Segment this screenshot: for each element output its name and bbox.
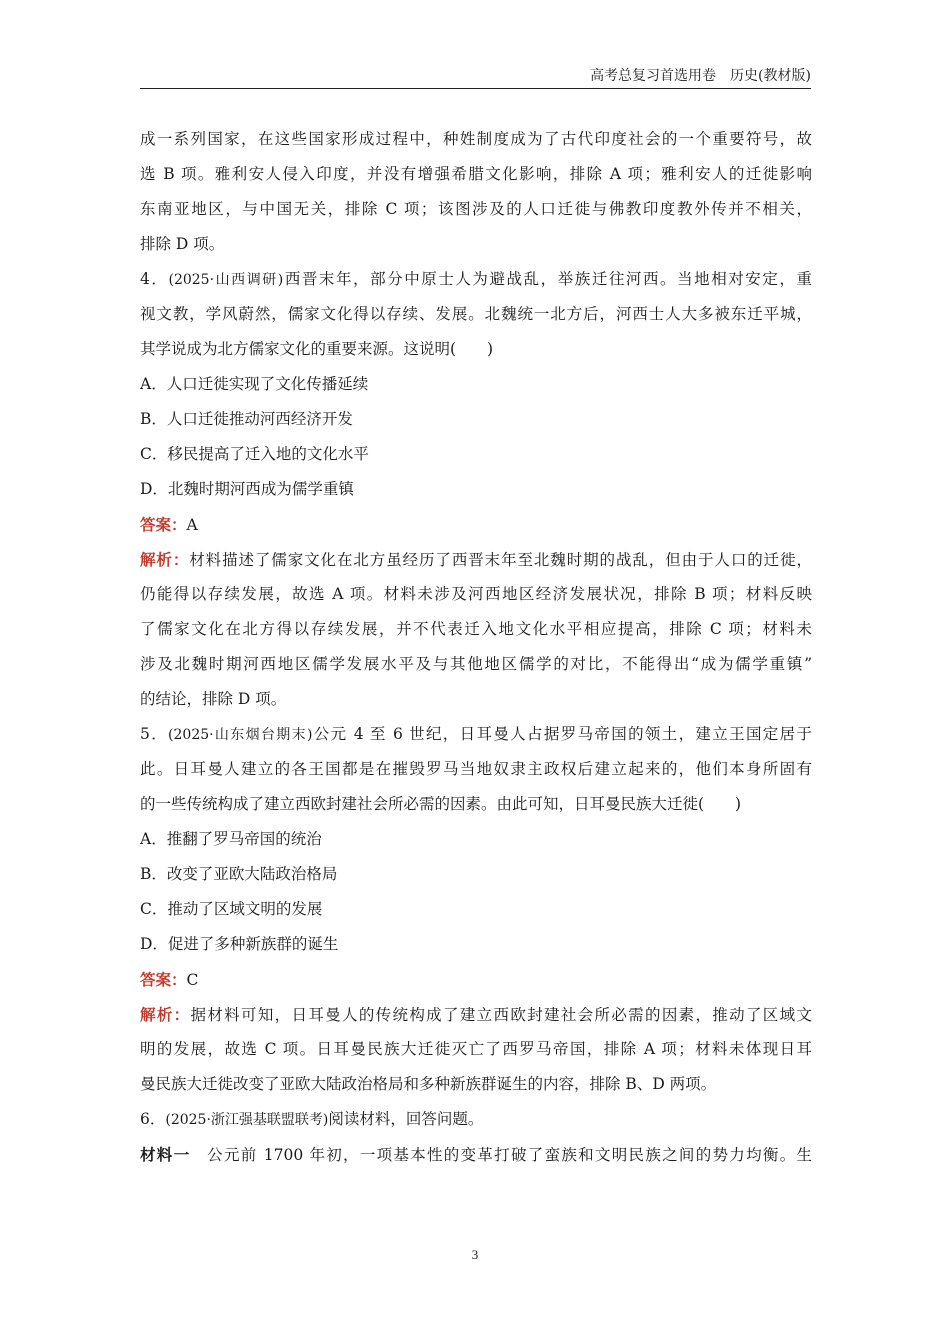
question-stem-line: 此。日耳曼人建立的各王国都是在摧毁罗马当地奴隶主政权后建立起来的，他们本身所固有 xyxy=(140,760,812,778)
option-c: C．移民提高了迁入地的文化水平 xyxy=(140,445,369,463)
material-line xyxy=(140,1137,812,1172)
previous-analysis-continuation xyxy=(140,122,812,262)
analysis-line: 曼民族大迁徙改变了亚欧大陆政治格局和多种新族群诞生的内容，排除 B、D 两项。 xyxy=(140,1075,717,1093)
analysis-line: 涉及北魏时期河西地区儒学发展水平及与其他地区儒学的对比，不能得出“成为儒学重镇” xyxy=(140,655,812,673)
answer-value: A xyxy=(186,516,198,534)
text-line: 成一系列国家，在这些国家形成过程中，种姓制度成为了古代印度社会的一个重要符号，故 xyxy=(140,130,812,148)
analysis-label: 解析： xyxy=(140,1005,191,1024)
option-a: A．人口迁徙实现了文化传播延续 xyxy=(140,375,369,393)
text-line: 排除 D 项。 xyxy=(140,235,225,253)
question-stem: 阅读材料，回答问题。 xyxy=(328,1110,484,1128)
question-number: 6． xyxy=(140,1110,166,1128)
question-number: 4． xyxy=(140,270,169,288)
analysis-text: 材料描述了儒家文化在北方虽经历了西晋末年至北魏时期的战乱，但由于人口的迁徙， xyxy=(189,551,812,569)
question-stem: 公元 4 至 6 世纪，日耳曼人占据罗马帝国的领土，建立王国定居于 xyxy=(312,725,812,743)
question-source: (2025·山西调研) xyxy=(168,272,284,288)
answer-label: 答案： xyxy=(140,970,187,989)
question-stem-line: 其学说成为北方儒家文化的重要来源。这说明( ) xyxy=(140,340,494,358)
option-c: C．推动了区域文明的发展 xyxy=(140,900,323,918)
text-line: 选 B 项。雅利安人侵入印度，并没有增强希腊文化影响，排除 A 项；雅利安人的迁徙影响 xyxy=(140,165,812,183)
question-stem: 西晋末年，部分中原士人为避战乱，举族迁往河西。当地相对安定，重 xyxy=(283,270,812,288)
question-stem-line: 的一些传统构成了建立西欧封建社会所必需的因素。由此可知，日耳曼民族大迁徙( ) xyxy=(140,795,742,813)
material-label: 材料一 xyxy=(140,1145,191,1164)
analysis-text: 据材料可知，日耳曼人的传统构成了建立西欧封建社会所必需的因素，推动了区域文 xyxy=(190,1006,812,1024)
option-d: D．促进了多种新族群的诞生 xyxy=(140,935,339,953)
question-5 xyxy=(140,717,812,1102)
page-header xyxy=(140,66,811,89)
question-stem-line: 视文教，学风蔚然，儒家文化得以存续、发展。北魏统一北方后，河西士人大多被东迁平城， xyxy=(140,305,812,323)
analysis-line xyxy=(140,997,812,1032)
header-title: 高考总复习首选用卷 历史(教材版) xyxy=(590,68,811,84)
page-content xyxy=(140,122,812,1172)
answer-line xyxy=(140,507,812,542)
question-source: (2025·山东烟台期末) xyxy=(168,727,313,743)
answer-line xyxy=(140,962,812,997)
text-line: 东南亚地区，与中国无关，排除 C 项；该图涉及的人口迁徙与佛教印度教外传并不相关， xyxy=(140,200,812,218)
analysis-line xyxy=(140,542,812,577)
question-6 xyxy=(140,1102,812,1172)
analysis-label: 解析： xyxy=(140,550,190,569)
question-number: 5． xyxy=(140,725,169,743)
page-number: 3 xyxy=(471,1247,479,1262)
analysis-line: 明的发展，故选 C 项。日耳曼民族大迁徙灭亡了西罗马帝国，排除 A 项；材料未体现日耳 xyxy=(140,1040,812,1058)
option-a: A．推翻了罗马帝国的统治 xyxy=(140,830,322,848)
question-stem-line xyxy=(140,717,812,752)
analysis-line: 仍能得以存续发展，故选 A 项。材料未涉及河西地区经济发展状况，排除 B 项；材料反映 xyxy=(140,585,812,603)
question-stem-line xyxy=(140,262,812,297)
option-b: B．改变了亚欧大陆政治格局 xyxy=(140,865,338,883)
option-d: D．北魏时期河西成为儒学重镇 xyxy=(140,480,354,498)
question-stem-line xyxy=(140,1102,812,1137)
material-text: 公元前 1700 年初，一项基本性的变革打破了蛮族和文明民族之间的势力均衡。生 xyxy=(190,1146,812,1164)
analysis-line: 了儒家文化在北方得以存续发展，并不代表迁入地文化水平相应提高，排除 C 项；材料未 xyxy=(140,620,812,638)
question-4 xyxy=(140,262,812,717)
analysis-line: 的结论，排除 D 项。 xyxy=(140,690,287,708)
question-source: (2025·浙江强基联盟联考) xyxy=(165,1112,329,1128)
answer-label: 答案： xyxy=(140,515,187,534)
answer-value: C xyxy=(186,971,199,989)
option-b: B．人口迁徙推动河西经济开发 xyxy=(140,410,353,428)
